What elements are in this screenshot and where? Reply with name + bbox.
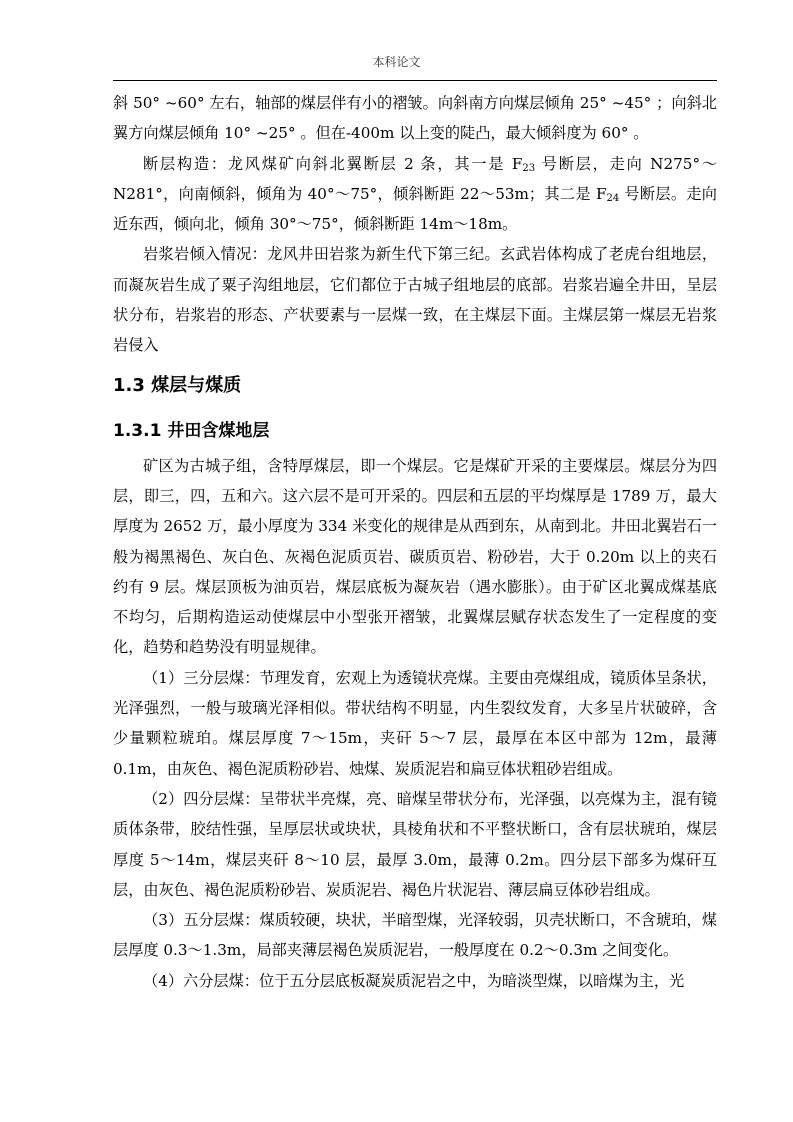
fault-subscript-24: 24 [606, 192, 620, 204]
section-heading-1-3: 1.3 煤层与煤质 [113, 374, 242, 396]
seam-6-paragraph: （4）六分层煤：位于五分层底板凝炭质泥岩之中，为暗淡型煤，以暗煤为主，光 [143, 971, 685, 990]
coal-strata-paragraph: 矿区为古城子组，含特厚煤层，即一个煤层。它是煤矿开采的主要煤层。煤层分为四层，即三，四，五和六。这六层不是可开采的。四层和五层的平均煤厚是 1789 万，最大厚度为 2652 万，最小厚度为 334 米变化的规律是从西到东，从南到北。井田北翼岩石一般为褐黑褐色、灰白色、灰褐色泥质页岩、碳质页岩、粉砂岩，大于 0.20m 以上的夹石约有 9 层。煤层顶板为油页岩，煤层底板为凝灰岩（遇水膨胀）。由于矿区北翼成煤基底不均匀，后期构造运动使煤层中小型张开褶皱，北翼煤层赋存状态发生了一定程度的变化，趋势和趋势没有明显规律。 [113, 456, 717, 657]
magmatic-intrusion-paragraph: 岩浆岩倾入情况：龙风井田岩浆为新生代下第三纪。玄武岩体构成了老虎台组地层，而凝灰岩生成了粟子沟组地层，它们都位于古城子组地层的底部。岩浆岩遍全井田，呈层状分布，岩浆岩的形态、产状要素与一层煤一致，在主煤层下面。主煤层第一煤层无岩浆岩侵入 [113, 245, 717, 355]
seam-3-paragraph: （1）三分层煤：节理发育，宏观上为透镜状亮煤。主要由亮煤组成，镜质体呈条状，光泽强烈，一般与玻璃光泽相似。带状结构不明显，内生裂纹发育，大多呈片状破碎，含少量颗粒琥珀。煤层厚度 7～15m，夹矸 5～7 层，最厚在本区中部为 12m，最薄 0.1m，由灰色、褐色泥质粉砂岩、烛煤、炭质泥岩和扁豆体状粗砂岩组成。 [113, 668, 717, 778]
subsection-heading-1-3-1: 1.3.1 井田含煤地层 [113, 420, 270, 441]
header-divider [113, 80, 717, 81]
fault-subscript-23: 23 [522, 162, 536, 174]
fault-text-part-2: 号断层，走向 N275°～N281°，向南倾斜，倾角为 40°～75°，倾斜断距 22～53m；其二是 F [113, 154, 718, 203]
fault-text-part-3: 号断层。走向近东西，倾向北，倾角 30°～75°，倾斜断距 14m～18m。 [113, 184, 717, 234]
fault-text-part-1: 断层构造：龙风煤矿向斜北翼断层 2 条，其一是 F [143, 154, 523, 173]
seam-5-paragraph: （3）五分层煤：煤质较硬，块状，半暗型煤，光泽较弱，贝壳状断口，不含琥珀，煤层厚度 0.3～1.3m，局部夹薄层褐色炭质泥岩，一般厚度在 0.2～0.3m 之间变化。 [113, 911, 717, 960]
seam-4-paragraph: （2）四分层煤：呈带状半亮煤，亮、暗煤呈带状分布，光泽强，以亮煤为主，混有镜质体条带，胶结性强，呈厚层状或块状，具棱角状和不平整状断口，含有层状琥珀，煤层厚度 5～14m，煤层夹矸 8～10 层，最厚 3.0m，最薄 0.2m。四分层下部多为煤矸互层，由灰色、褐色泥质粉砂岩、炭质泥岩、褐色片状泥岩、薄层扁豆体砂岩组成。 [113, 789, 717, 899]
fold-dip-paragraph: 斜 50° ~60° 左右，轴部的煤层伴有小的褶皱。向斜南方向煤层倾角 25° ~45° ；向斜北翼方向煤层倾角 10° ~25° 。但在-400m 以上变的陡凸，最大倾斜度为 60° 。 [113, 94, 717, 143]
fault-structure-paragraph [113, 149, 717, 240]
page-header-title: 本科论文 [372, 55, 421, 69]
document-body [113, 88, 717, 996]
